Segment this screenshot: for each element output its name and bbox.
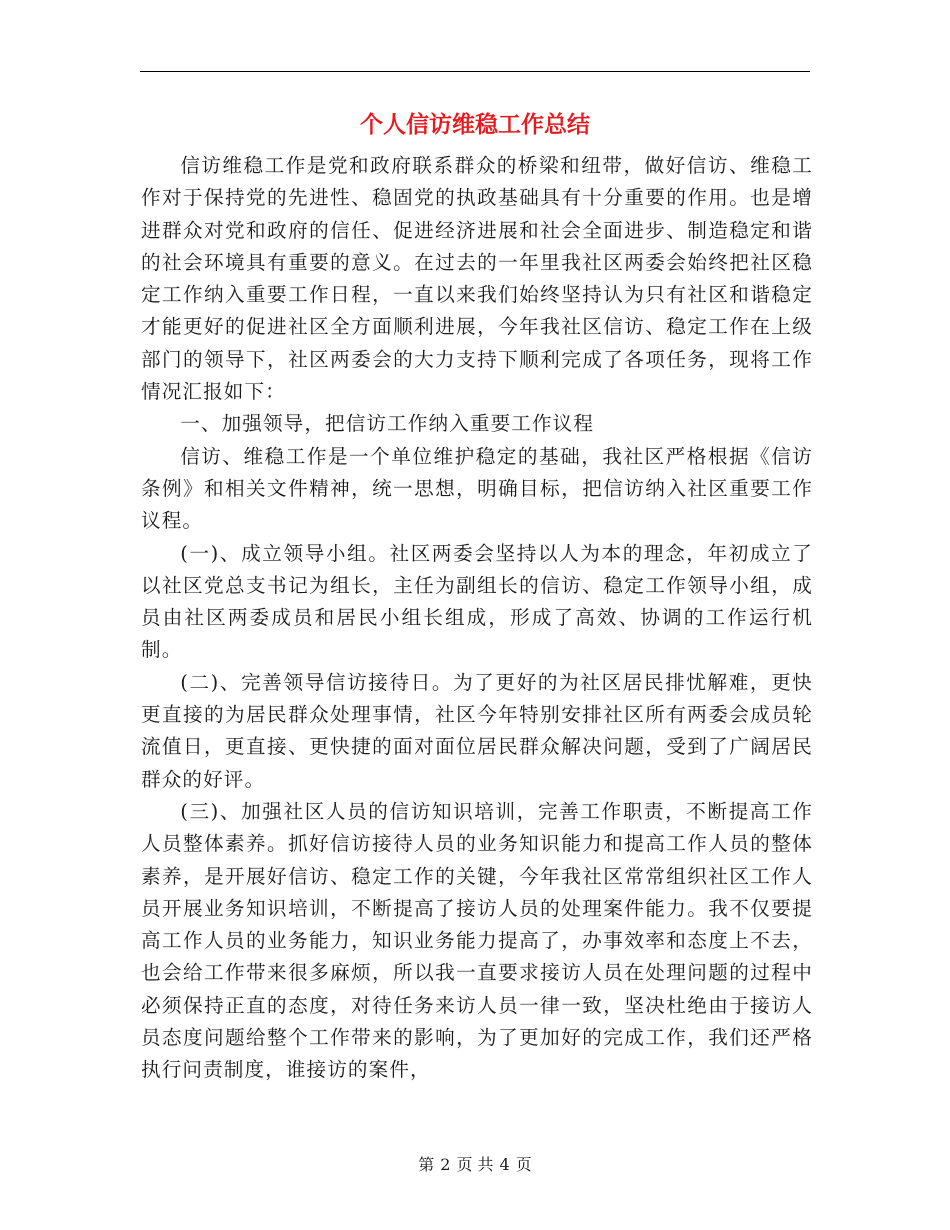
header-rule: [140, 71, 810, 72]
footer-total-pages: 4: [499, 1155, 510, 1174]
page-footer: [0, 1154, 950, 1176]
paragraph-intro: 信访维稳工作是党和政府联系群众的桥梁和纽带，做好信访、维稳工作对于保持党的先进性、稳固党的执政基础具有十分重要的作用。也是增进群众对党和政府的信任、促进经济进展和社会全面进步、制造稳定和谐的社会环境具有重要的意义。在过去的一年里我社区两委会始终把社区稳定工作纳入重要工作日程，一直以来我们始终坚持认为只有社区和谐稳定才能更好的促进社区全方面顺利进展，今年我社区信访、稳定工作在上级部门的领导下，社区两委会的大力支持下顺利完成了各项任务，现将工作情况汇报如下：: [141, 154, 813, 404]
paragraph-item-1: (一)、成立领导小组。社区两委会坚持以人为本的理念，年初成立了以社区党总支书记为组长，主任为副组长的信访、稳定工作领导小组，成员由社区两委成员和居民小组长组成，形成了高效、协调的工作运行机制。: [141, 541, 813, 662]
paragraph-section-1: 信访、维稳工作是一个单位维护稳定的基础，我社区严格根据《信访条例》和相关文件精神，统一思想，明确目标，把信访纳入社区重要工作议程。: [141, 444, 813, 533]
paragraph-item-3: (三)、加强社区人员的信访知识培训，完善工作职责，不断提高工作人员整体素养。抓好信访接待人员的业务知识能力和提高工作人员的整体素养，是开展好信访、稳定工作的关键，今年我社区常常组织社区工作人员开展业务知识培训，不断提高了接访人员的处理案件能力。我不仅要提高工作人员的业务能力，知识业务能力提高了，办事效率和态度上不去，也会给工作带来很多麻烦，所以我一直要求接访人员在处理问题的过程中必须保持正直的态度，对待任务来访人员一律一致，坚决杜绝由于接访人员态度问题给整个工作带来的影响，为了更加好的完成工作，我们还严格执行问责制度，谁接访的案件，: [141, 799, 813, 1082]
document-body: [141, 150, 813, 1087]
footer-suffix: 页: [515, 1155, 532, 1174]
section-heading-1: 一、加强领导，把信访工作纳入重要工作议程: [180, 412, 595, 436]
paragraph-item-2: (二)、完善领导信访接待日。为了更好的为社区居民排忧解难，更快更直接的为居民群众处理事情，社区今年特别安排社区所有两委会成员轮流值日，更直接、更快捷的面对面位居民群众解决问题，受到了广阔居民群众的好评。: [141, 670, 813, 791]
document-title: 个人信访维稳工作总结: [360, 111, 590, 138]
footer-prefix: 第: [418, 1155, 435, 1174]
footer-current-page: 2: [440, 1155, 451, 1174]
footer-middle: 页 共: [456, 1155, 494, 1174]
